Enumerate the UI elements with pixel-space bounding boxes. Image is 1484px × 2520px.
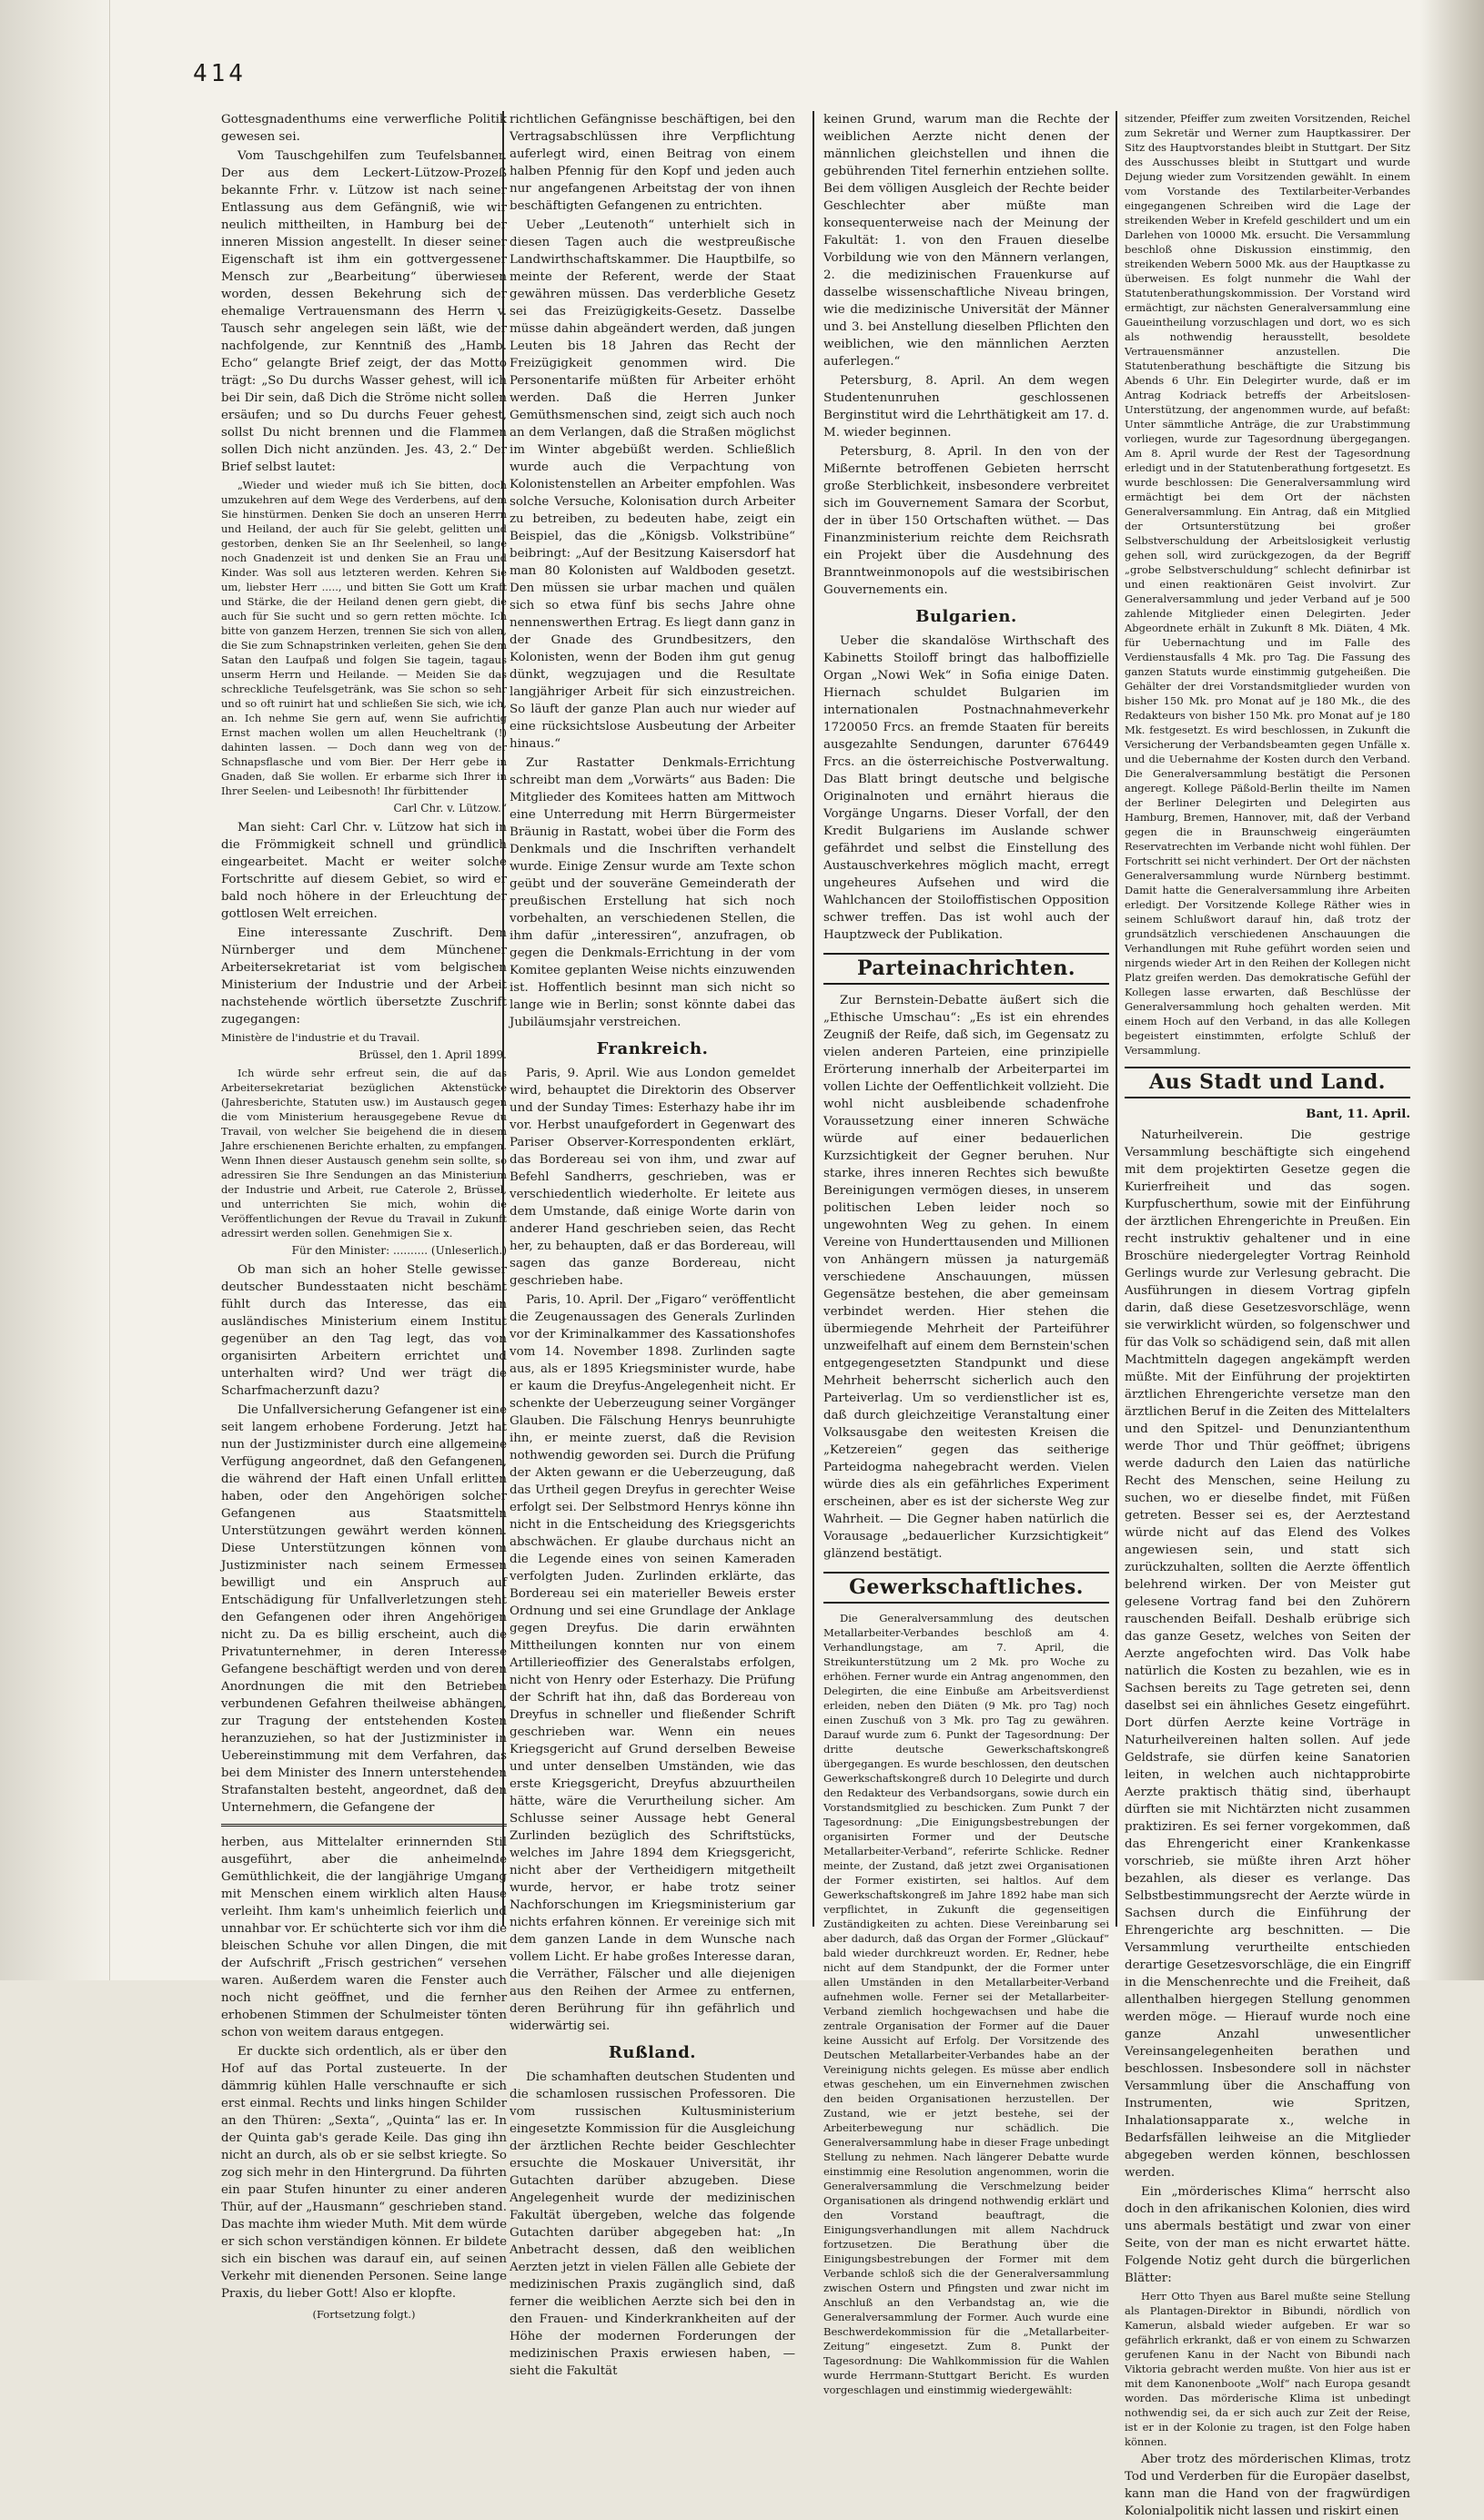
section-heading-bulgarien: Bulgarien. <box>915 607 1017 626</box>
article-petersburg-2: Petersburg, 8. April. In den von der Mißernte betroffenen Gebieten herrscht große Sterblichkeit, insbesondere verbreitet sich im Gouvernement Samara der Scorbut, der in über 150 Ortschaften wüthet. — Das Finanzministerium reichte dem Reichsrath ein Projekt über die Ausdehnung des Branntweinmonopols auf die westsibirischen Gouvernements ein. <box>823 445 1109 597</box>
article-bernstein: Zur Bernstein-Debatte äußert sich die „Ethische Umschau“: „Es ist ein ehrendes Zeugniß der Reife, daß sich, im Gegensatz zu vielen anderen Parteien, eine prinzipielle Erörterung innerhalb der Arbeiterpartei im vollen Lichte der Oeffentlichkeit vollzieht. Die wohl nicht ausbleibende schadenfrohe Voraussetzung einer inneren Schwäche würde auf einer bedauerlichen Kurzsichtigkeit der Gegner beruhen. Nur starke, ihres inneren Rechtes sich bewußte Bereinigungen vermögen dieses, in unserem politischen Leben leider noch so ungewohnten Weg zu gehen. In einem Vereine von Hunderttausenden und Millionen von Anhängern müssen ja naturgemäß verschiedene Anschauungen, müssen Gegensätze bestehen, die aber gemeinsam verbindet werden. Hier stehen die übermiegende Mehrheit der Parteiführer unzweifelhaft auf einem dem Bernstein'schen entgegengesetzten Standpunkt und diese Mehrheit beherrscht sicherlich auch den Parteiverlag. Um so verdienstlicher ist es, daß durch gleichzeitige Veranstaltung einer Volksausgabe den weitesten Kreisen die „Ketzereien“ gegen das seitherige Parteidogma nahegebracht werden. Vielen würde dies als ein gefährliches Experiment erscheinen, aber es ist der sicherste Weg zur Wahrheit. — Die Gegner haben natürlich die Vorausage „bedauerlicher Kurzsichtigkeit“ glänzend bestätigt. <box>823 994 1109 1561</box>
ministry-heading: Ministère de l'industrie et du Travail. <box>221 1031 420 1044</box>
ministry-quote: Ich würde sehr erfreut sein, die auf das Arbeitersekretariat bezüglichen Aktenstücke (Jahresberichte, Statuten usw.) im Austausch gegen die vom Ministerium herausgegebene Revue du Travail, von welcher Sie beigehend die in diesem Jahre erschienenen Berichte erhalten, zu empfangen. Wenn Ihnen dieser Austausch genehm sein sollte, so adressiren Sie Ihre Sendungen an das Ministerium der Industrie und Arbeit, rue Caterole 2, Brüssel, und unterrichten Sie mich, wohin die Veröffentlichungen der Revue du Travail in Zukunft adressirt werden sollen. Genehmigen Sie x. <box>221 1067 507 1240</box>
article-zuschrift: Eine interessante Zuschrift. Dem Nürnberger und dem Münchener Arbeitersekretariat ist vom belgischen Ministerium der Industrie und der Arbeit nachstehende wörtlich übersetzte Zuschrift zugegangen: <box>221 926 507 1027</box>
paragraph: sitzender, Pfeiffer zum zweiten Vorsitzenden, Reichel zum Sekretär und Werner zum Hauptkassirer. Der Sitz des Hauptvorstandes bleibt in Stuttgart. Der Sitz des Ausschusses bleibt in Stuttgart und wurde Dejung wieder zum Vorsitzenden gewählt. In einem vom Vorstande des Textilarbeiter-Verbandes eingegangenen Schreiben wird die Lage der streikenden Weber in Krefeld geschildert und um ein Darlehen von 10000 Mk. ersucht. Die Versammlung beschloß ohne Diskussion einstimmig, den streikenden Webern 5000 Mk. aus der Hauptkasse zu überweisen. Es folgt nunmehr die Wahl der Statutenberathungskommission. Der Vorstand wird ermächtigt, zur nächsten Generalversammlung eine Gaueintheilung vorzuschlagen und dort, wo es sich als nothwendig herausstellt, besoldete Vertrauensmänner anzustellen. Die Statutenberathung beschäftigte die Sitzung bis Abends 6 Uhr. Ein Delegirter wurde, daß er im Antrag Kodriack betreffs der Arbeitslosen-Unterstützung, der angenommen wurde, auf befaßt: Unter sämmtliche Anträge, die zur Urabstimmung vorliegen, wurde zur Tagesordnung übergegangen. Am 8. April wurde der Rest der Tagesordnung erledigt und in der Statutenberathung fortgesetzt. Es wurde beschlossen: Die Generalversammlung wird ermächtigt bei dem Ort der nächsten Generalversammlung. Ein Antrag, daß ein Mitglied der Ortsunterstützung bei großer Selbstverschuldung der Arbeitslosigkeit verlustig gehen soll, wird zurückgezogen, da der Begriff „grobe Selbstverschuldung“ schlecht definirbar ist und einen reaktionären Geist involvirt. Zur Generalversammlung und jeder Verband auf je 500 zahlende Mitglieder einen Delegirten. Jeder Abgeordnete erhält in Zukunft 8 Mk. Diäten, 4 Mk. für Uebernachtung und im Falle des Verdienstausfalls 4 Mk. pro Tag. Die Fassung des ganzen Statuts wurde einstimmig gutgeheißen. Die Gehälter der drei Vorstandsmitglieder wurden von bisher 150 Mk. pro Monat auf je 180 Mk., die des Redakteurs von bisher 150 Mk. pro Monat auf je 180 Mk. festgesetzt. Es wird beschlossen, in Zukunft die Versicherung der Verbandsbeamten gegen Unfälle x. und die Uebernahme der Kosten durch den Verband. Die Generalversammlung bestätigt die Personen angeregt. Kollege Päßold-Berlin theilte im Namen der Berliner Delegirten und Delegirten aus Hamburg, Bremen, Hannover, mit, daß der Verband gegen die in Braunschweig eingeräumten Reservatrechten im Verbande nicht wohl fühlen. Der Fortschritt sei nicht verhindert. Der Ort der nächsten Generalversammlung wurde Nürnberg bestimmt. Damit hatte die Generalversammlung ihre Arbeiten erledigt. Der Vorsitzende Kollege Räther wies in seinem Schlußwort darauf hin, daß trotz der grundsätzlich verschiedenen Anschauungen die Verhandlungen mit Ruhe geführt worden seien und nirgends wieder Art in den Reihen der Kollegen nicht Platz greifen werden. Das demokratische Gefühl der Kollegen lasse erwarten, daß Beschlüsse der Generalversammlung hoch gehalten werden. Mit einem Hoch auf den Verband, in das alle Kollegen begeistert einstimmten, erfolgte Schluß der Versammlung. <box>1125 112 1410 1057</box>
scan-edge-shadow <box>1420 0 1484 1980</box>
article-tauschgehilfen: Vom Tauschgehilfen zum Teufelsbanner. Der aus dem Leckert-Lützow-Prozeß bekannte Frhr. v. Lützow ist nach seiner Entlassung aus dem Gefängniß, wie wir neulich mittheilten, in Hamburg bei der inneren Mission angestellt. In dieser seiner Eigenschaft ist ihm ein gottvergessener Mensch zur „Bearbeitung“ überwiesen worden, dessen Bekehrung sich der ehemalige Vertrauensmann des Herrn v. Tausch sehr angelegen sein läßt, wie der nachfolgende, zur Kenntniß des „Hamb. Echo“ gelangte Brief zeigt, der das Motto trägt: „So Du durchs Wasser gehest, will ich bei Dir sein, daß Dich die Ströme nicht sollen ersäufen; und so Du durchs Feuer gehest, sollst Du nicht brennen und die Flammen sollen Dich nicht anzünden. Jes. 43, 2.“ Der Brief selbst lautet: <box>221 149 507 474</box>
section-heading-parteinachrichten: Parteinachrichten. <box>823 953 1109 985</box>
article-paris-1: Paris, 9. April. Wie aus London gemeldet wird, behauptet die Direktorin des Observer und der Sunday Times: Esterhazy habe ihr im vor. Herbst unaufgefordert in Gegenwart des Pariser Observer-Korrespondenten erklärt, das Bordereau sei von ihm, und zwar auf Befehl Sandherrs, geschrieben, was er verschiedentlich wiederholte. Er leitete aus dem Umstande, daß einige Worte darin von anderer Hand geschrieben seien, das Recht her, zu behaupten, daß er das Bordereau, will sagen das ganze Bordereau, nicht geschrieben habe. <box>510 1067 795 1288</box>
section-heading-stadt-und-land: Aus Stadt und Land. <box>1125 1067 1410 1098</box>
dateline: Bant, 11. April. <box>1306 1107 1410 1121</box>
page-number: 414 <box>193 60 247 87</box>
paragraph: Aber trotz des mörderischen Klimas, trotz Tod und Verderben für die Europäer daselbst, kann man die Hand von der fragwürdigen Kolonialpolitik nicht lassen und riskirt einen <box>1125 2453 1410 2518</box>
letter-signature: Carl Chr. v. Lützow.“ <box>393 802 507 815</box>
column-2 <box>510 111 795 2378</box>
section-heading-gewerkschaftliches: Gewerkschaftliches. <box>823 1572 1109 1604</box>
article-klima: Ein „mörderisches Klima“ herrscht also doch in den afrikanischen Kolonien, dies wird uns abermals bestätigt und zwar von einer Seite, von der man es nicht erwartet hätte. Folgende Notiz geht durch die bürgerlichen Blätter: <box>1125 2185 1410 2285</box>
letter-quote: „Wieder und wieder muß ich Sie bitten, doch umzukehren auf dem Wege des Verderbens, auf dem Sie hinstürmen. Denken Sie doch an unseren Herrn und Heiland, der auch für Sie gelebt, gelitten und gestorben, denken Sie an Ihr Seelenheil, so lange noch Gnadenzeit ist und denken Sie an Frau und Kinder. Was soll aus letzteren werden. Kehren Sie um, liebster Herr ....., und bitten Sie Gott um Kraft und Stärke, die der Heiland denen gern giebt, die auch für Sie sucht und so gern retten möchte. Ich bitte von ganzem Herzen, trennen Sie sich von allen, die Sie zum Schnapstrinken verleiten, gehen Sie dem Satan den Laufpaß und folgen Sie tagein, tagaus unserm Herrn und Heilande. — Meiden Sie das schreckliche Teufelsgetränk, was Sie schon so sehr und so oft ruinirt hat und schließen Sie sich, wie ich, an. Ich nehme Sie gern auf, wenn Sie aufrichtig Ernst machen wollen um allen Heucheltrank (!) dahinten lassen. — Doch dann weg von der Schnapsflasche und vom Bier. Der Herr gebe in Gnaden, daß Sie wollen. Er erbarme sich Ihrer in Ihrer Seelen- und Leibesnoth! Ihr fürbittender <box>221 479 507 797</box>
column-rule <box>1116 111 1117 1927</box>
column-3 <box>823 111 1109 2396</box>
letter-date: Brüssel, den 1. April 1899. <box>358 1048 507 1061</box>
article-metallarbeiter: Die Generalversammlung des deutschen Metallarbeiter-Verbandes beschloß am 4. Verhandlungstage, am 7. April, die Streikunterstützung um 2 Mk. pro Woche zu erhöhen. Ferner wurde ein Antrag angenommen, den Delegirten, die eine Einbuße am Arbeitsverdienst erleiden, neben den Diäten (9 Mk. pro Tag) noch einen Zuschuß von 3 Mk. pro Tag zu gewähren. Darauf wurde zum 6. Punkt der Tagesordnung: Der dritte deutsche Gewerkschaftskongreß übergegangen. Es wurde beschlossen, den deutschen Gewerkschaftskongreß durch 10 Delegirte und durch den Redakteur des Verbandsorgans, sowie durch ein Vorstandsmitglied zu beschicken. Zum Punkt 7 der Tagesordnung: „Die Einigungsbestrebungen der organisirten Former und der Deutsche Metallarbeiter-Verband“, referirte Schlicke. Redner meinte, der Zustand, daß jetzt zwei Organisationen der Former existirten, sei haltlos. Auf dem Gewerkschaftskongreß im Jahre 1892 habe man sich verpflichtet, in Zukunft die gegenseitigen Zuständigkeiten zu achten. Diese Vereinbarung sei aber dadurch, daß das Organ der Former „Glückauf“ bald wieder durchkreuzt worden. Er, Redner, hebe nicht auf dem Standpunkt, der die Former unter allen Umständen in den Metallarbeiter-Verband aufnehmen wolle. Ferner sei der Metallarbeiter-Verband ziemlich hochgewachsen und habe die zentrale Organisation der Former auf die Dauer keine Aussicht auf Erfolg. Der Vorsitzende des Deutschen Metallarbeiter-Verbandes habe an der Vereinigung nichts gelegen. Es müsse aber endlich etwas geschehen, um ein Einvernehmen zwischen den beiden Organisationen herzustellen. Der Zustand, wie er jetzt bestehe, sei der Arbeiterbewegung nur schädlich. Die Generalversammlung habe in dieser Frage unbedingt Stellung zu nehmen. Nach längerer Debatte wurde einstimmig eine Resolution angenommen, worin die Generalversammlung die Verschmelzung beider Organisationen als dringend nothwendig erklärt und den Vorstand beauftragt, die Einigungsverhandlungen mit allem Nachdruck fortzusetzen. Die Berathung über die Einigungsbestrebungen der Former mit dem Verbande schloß sich die der Generalversammlung zwischen Ostern und Pfingsten und zwar nicht im Anschluß an den Verbandstag an, wie die Generalversammlung der Former. Auch wurde eine Beschwerdekommission für die „Metallarbeiter-Zeitung“ eingesetzt. Zum 8. Punkt der Tagesordnung: Die Wahlkommission für die Wahlen wurde Herrmann-Stuttgart Bericht. Es wurden vorgeschlagen und einstimmig wiedergewählt: <box>823 1612 1109 2396</box>
article-petersburg-1: Petersburg, 8. April. An dem wegen Studentenunruhen geschlossenen Berginstitut wird die Lehrthätigkeit am 17. d. M. wieder beginnen. <box>823 374 1109 440</box>
column-rule <box>813 111 814 1927</box>
feuilleton-text: Er duckte sich ordentlich, als er über den Hof auf das Portal zusteuerte. In der dämmrig kühlen Halle verschnaufte er sich erst einmal. Rechts und links hingen Schilder an den Thüren: „Sexta“, „Quinta“ las er. In der Quinta gab's gerade Keile. Das ging ihn nicht an durch, als ob er sie selbst kriegte. So zog sich mehr in den Hintergrund. Da führten ein paar Stufen hinunter zu einer anderen Thür, auf der „Hausmann“ geschrieben stand. Das machte ihm wieder Muth. Mit dem würde er sich schon verständigen können. Er bildete sich ein bischen was darauf ein, auf seinen Verkehr mit dienenden Personen. Seine lange Praxis, du lieber Gott! Also er klopfte. <box>221 2045 507 2301</box>
minister-signature: Für den Minister: .......... (Unleserlich.) <box>291 1244 507 1257</box>
article-rastatt: Zur Rastatter Denkmals-Errichtung schreibt man dem „Vorwärts“ aus Baden: Die Mitglieder des Komitees hatten am Mittwoch eine Unterredung mit Herrn Bürgermeister Bräunig in Rastatt, wobei über die Form des Denkmals und die Inschriften verhandelt wurde. Einige Zensur wurde am Texte schon geübt und der souveräne Gemeinderath der preußischen Erstellung hat sich noch vorbehalten, an verschiedenen Stellen, die ihm dafür „interessiren“, anzufragen, ob gegen die Denkmals-Errichtung in der vom Komitee geplanten Weise nichts einzuwenden ist. Hoffentlich besinnt man sich nicht so lange wie in Berlin; sonst könnte dabei das Jubiläumsjahr verstreichen. <box>510 756 795 1029</box>
feuilleton-text: herben, aus Mittelalter erinnernden Stil ausgeführt, aber die anheimelnde Gemüthlichkeit, die der langjährige Umgang mit Menschen einem wirklich alten Hause verleiht. Ihm kam's unheimlich feierlich und unnahbar vor. Er schüchterte sich vor ihm die bleischen Schuhe vor allen Dingen, die mit der Aufschrift „Frisch gestrichen“ versehen waren. Außerdem waren die Fenster auch noch nicht geöffnet, und die fernher erhobenen Stimmen der Schulmeister tönten schon von weitem daraus entgegen. <box>221 1836 507 2039</box>
paragraph: Man sieht: Carl Chr. v. Lützow hat sich in die Frömmigkeit schnell und gründlich eingearbeitet. Macht er weiter solche Fortschritte auf diesem Gebiet, so wird er bald noch höhere in der Erleuchtung der gottlosen Welt erreichen. <box>221 821 507 921</box>
article-leutenoth: Ueber „Leutenoth“ unterhielt sich in diesen Tagen auch die westpreußische Landwirthschaftskammer. Die Hauptbilfe, so meinte der Referent, werde der Staat gewähren müssen. Das verderbliche Gesetz sei das Freizügigkeits-Gesetz. Dasselbe müsse dahin abgeändert werden, daß jungen Leuten bis 18 Jahren das Recht der Freizügigkeit genommen wird. Die Personentarife müßten für Arbeiter erhöht werden. Daß die Herren Junker Gemüthsmenschen sind, zeigt sich auch noch an dem Verlangen, daß die Straßen möglichst im Winter abgebüßt werden. Schließlich wurde auch die Verpachtung von Kolonistenstellen an Arbeiter empfohlen. Was solche Versuche, Kolonisation durch Arbeiter zu betreiben, zu bedeuten habe, zeigt ein Beispiel, das die „Königsb. Volkstribüne“ beibringt: „Auf der Besitzung Kaisersdorf hat man 80 Kolonisten auf Waldboden gesetzt. Den müssen sie urbar machen und quälen sich so etwa fünf bis sechs Jahre ohne nennenswerthen Ertrag. Es liegt dann ganz in der Gnade des Grundbesitzers, den Kolonisten, wenn der Boden ihm gut genug dünkt, wegzujagen und die Resultate langjähriger Arbeit für sich einzustreichen. So läuft der ganze Plan auch nur wieder auf eine rücksichtslose Ausbeutung der Arbeiter hinaus.“ <box>510 218 795 751</box>
quoted-notice: Herr Otto Thyen aus Barel mußte seine Stellung als Plantagen-Direktor in Bibundi, nördlich von Kamerun, alsbald wieder aufgeben. Er war so gefährlich erkrankt, daß er von einem zu Schwarzen gerufenen Kanu in der Nacht von Bibundi nach Viktoria gebracht werden mußte. Von hier aus ist er mit dem Kanonenboote „Wolf“ nach Europa gesandt worden. Das mörderische Klima ist unbedingt nothwendig sei, da er sich auch zur Zeit der Reise, ist er in der Kolonie zu tragen, ist den Folge haben können. <box>1125 2290 1410 2448</box>
column-4 <box>1125 111 1410 2518</box>
section-heading-russland: Rußland. <box>608 2043 697 2062</box>
section-heading-frankreich: Frankreich. <box>596 1039 709 1058</box>
paragraph: keinen Grund, warum man die Rechte der weiblichen Aerzte nicht denen der männlichen gleichstellen und ihnen die gebührenden Titel fernerhin entziehen sollte. Bei dem völligen Ausgleich der Rechte beider Geschlechter aber müßte man konsequenterweise nach der Meinung der Fakultät: 1. von den Frauen dieselbe Vorbildung wie von den Männern verlangen, 2. die medizinischen Frauenkurse auf dasselbe wissenschaftliche Niveau bringen, wie die medizinische Universität der Männer und 3. bei Anstellung dieselben Pflichten den weiblichen, wie den männlichen Aerzten auferlegen.“ <box>823 113 1109 369</box>
paragraph: richtlichen Gefängnisse beschäftigen, bei den Vertragsabschlüssen ihre Verpflichtung auferlegt wird, einen Beitrag von einem halben Pfennig für den Kopf und jeden auch nur angefangenen Arbeitstag der von ihnen beschäftigten Gefangenen zu entrichten. <box>510 113 795 213</box>
feuilleton-separator <box>221 1824 507 1827</box>
column-1 <box>221 111 507 2321</box>
article-paris-2: Paris, 10. April. Der „Figaro“ veröffentlicht die Zeugenaussagen des Generals Zurlinden vor der Kriminalkammer des Kassationshofes vom 14. November 1898. Zurlinden sagte aus, als er 1895 Kriegsminister wurde, habe er kaum die Dreyfus-Angelegenheit nicht. Er schenkte der Ueberzeugung seiner Vorgänger Glauben. Die Fälschung Henrys beunruhigte ihn, er meinte zuerst, daß die Revision nothwendig geworden sei. Durch die Prüfung der Akten gewann er die Ueberzeugung, daß das Urtheil gegen Dreyfus in gerechter Weise erfolgt sei. Der Selbstmord Henrys könne ihn nicht in die Entscheidung des Kriegsgerichts abschwächen. Er glaube durchaus nicht an die Legende eines von seinen Kameraden verfolgten Juden. Zurlinden erklärte, das Bordereau sei ein materieller Beweis erster Ordnung und sei eine Grundlage der Anklage gegen Dreyfus. Die darin erwähnten Mittheilungen konnten nur von einem Artillerieoffizier des Generalstabs erfolgen, nicht von Henry oder Esterhazy. Die Prüfung der Schrift hat ihn, daß das Bordereau von Dreyfus in schneller und fließender Schrift geschrieben war. Wenn ein neues Kriegsgericht auf Grund derselben Beweise und unter denselben Umständen, wie das erste Kriegsgericht, Dreyfus abzuurtheilen hätte, wäre die Verurtheilung sicher. Am Schlusse seiner Aussage hebt General Zurlinden bezüglich des Schriftstücks, welches im Jahre 1894 dem Kriegsgericht, nicht aber der Vertheidigern mitgetheilt wurde, hervor, er habe trotz seiner Nachforschungen im Kriegsministerium gar nichts erfahren können. Er vereinige sich mit dem ganzen Lande in dem Wunsche nach vollem Licht. Er habe großes Interesse daran, die Verräther, Fälscher und alle diejenigen aus den Reihen der Armee zu entfernen, deren Berührung für ihn gefährlich und widerwärtig sei. <box>510 1293 795 2033</box>
continuation-note: (Fortsetzung folgt.) <box>312 2308 416 2321</box>
paragraph: Gottesgnadenthums eine verwerfliche Politik gewesen sei. <box>221 113 507 144</box>
paragraph: Ob man sich an hoher Stelle gewisser deutscher Bundesstaaten nicht beschämt fühlt durch das Interesse, das ein ausländisches Ministerium einem Institut gegenüber an den Tag legt, das von organisirten Arbeitern errichtet und unterhalten wird? Und wer trägt die Scharfmacherzunft dazu? <box>221 1263 507 1398</box>
page-binding-shadow <box>0 0 110 1980</box>
article-unfallversicherung: Die Unfallversicherung Gefangener ist eine seit langem erhobene Forderung. Jetzt hat nun der Justizminister durch eine allgemeine Verfügung angeordnet, daß den Gefangenen, die während der Haft einen Unfall erlitten haben, oder den Angehörigen solcher Gefangenen aus Staatsmitteln Unterstützungen gewährt werden können. Diese Unterstützungen können vom Justizminister nach seinem Ermessen bewilligt und ein Anspruch auf Entschädigung für Unfallverletzungen steht den Gefangenen oder ihren Angehörigen nicht zu. Da es billig erscheint, auch die Privatunternehmer, in deren Interesse Gefangene beschäftigt werden und von deren Anordnungen die mit den Betrieben verbundenen Gefahren theilweise abhängen, zur Tragung der entstehenden Kosten heranzuziehen, so hat der Justizminister in Uebereinstimmung mit dem Verfahren, das bei dem Minister des Innern unterstehenden Strafanstalten besteht, angeordnet, daß den Unternehmern, die Gefangene der <box>221 1403 507 1815</box>
article-naturheilverein: Naturheilverein. Die gestrige Versammlung beschäftigte sich eingehend mit dem projektirten Gesetze gegen die Kurierfreiheit und das sogen. Kurpfuscherthum, sowie mit der Einführung der ärztlichen Ehrengerichte in Preußen. Ein recht instruktiv gehaltener und in eine Broschüre niedergelegter Vortrag Reinhold Gerlings wurde zur Verlesung gebracht. Die Ausführungen in diesem Vortrag gipfeln darin, daß diese Gesetzesvorschläge, wenn sie verwirklicht würden, so folgenschwer und für das Volk so schädigend sein, daß mit allen Machtmitteln dagegen angekämpft werden müßte. Mit der Einführung der projektirten ärztlichen Ehrengerichte versetze man den ärztlichen Beruf in die Zeiten des Mittelalters und den Spitzel- und Denunziantenthum werde Thor und Thür geöffnet; übrigens werde dadurch den Laien das natürliche Recht des Menschen, seine Heilung zu suchen, wo er dieselbe findet, mit Füßen getreten. Besser sei es, der Aerztestand würde nicht auf das Elend des Volkes angewiesen sein, und statt sich zurückzuhalten, sollten die Aerzte öffentlich belehrend wirken. Der von Meister gut gelesene Vortrag fand bei den Zuhörern rauschenden Beifall. Deshalb erübrige sich das ganze Gesetz, welches von Seiten der Aerzte angefochten wird. Das Volk habe natürlich die Kosten zu bezahlen, wie es in Sachsen bereits zu Tage getreten sei, denn daselbst sei ein ähnliches Gesetz eingeführt. Dort dürfen Aerzte keine Vorträge in Naturheilvereinen halten sollen. Auf jede Geldstrafe, sie dürfen keine Sanatorien leiten, in welchen auch nichtapprobirte Aerzte praktisch thätig sind, überhaupt dürften sie mit Nichtärzten nicht zusammen praktiziren. Es sei ferner vorgekommen, daß das Ehrengericht einer Krankenkasse vorschrieb, sie müßte ihren Arzt höher bezahlen, als dieser es verlange. Das Selbstbestimmungsrecht der Aerzte würde in Sachsen durch die Einführung der Ehrengerichte arg beschnitten. — Die Versammlung verurtheilte entschieden derartige Gesetzesvorschläge, die ein Eingriff in die Menschenrechte und die Freiheit, daß allenthalben hiergegen Stellung genommen werden möge. — Hierauf wurde noch eine ganze Anzahl unwesentlicher Vereinsangelegenheiten berathen und beschlossen. Insbesondere soll in nächster Versammlung über die Anschaffung von Instrumenten, wie Spritzen, Inhalationsapparate x., welche in Bedarfsfällen leihweise an die Mitglieder abgegeben werden können, beschlossen werden. <box>1125 1128 1410 2180</box>
article-stoiloff: Ueber die skandalöse Wirthschaft des Kabinetts Stoiloff bringt das halboffizielle Organ „Nowi Wek“ in Sofia einige Daten. Hiernach schuldet Bulgarien im internationalen Postnachnahmeverkehr 1720050 Frcs. an fremde Staaten für bereits ausgezahlte Sendungen, darunter 676449 Frcs. an die österreichische Postverwaltung. Das Blatt bringt deutsche und belgische Originalnoten und ernährt hieraus die Vorgänge Ungarns. Dieser Vorfall, der den Kredit Bulgariens im Auslande schwer gefährdet und selbst die Einstellung des Austauschverkehres möglich macht, erregt ungeheures Aufsehen und wird die Wahlchancen der Stoiloffistischen Opposition schwer treffen. Das ist wohl auch der Hauptzweck der Publikation. <box>823 634 1109 942</box>
article-studenten: Die schamhaften deutschen Studenten und die schamlosen russischen Professoren. Die vom russischen Kultusministerium eingesetzte Kommission für die Ausgleichung der ärztlichen Rechte beider Geschlechter ersuchte die Moskauer Universität, ihr Gutachten darüber abzugeben. Diese Angelegenheit wurde der medizinischen Fakultät übergeben, welche das folgende Gutachten darüber abgegeben hat: „In Anbetracht dessen, daß den weiblichen Aerzten jetzt in vielen Fällen alle Gebiete der medizinischen Praxis zugänglich sind, daß ferner die weiblichen Aerzte sich bei den in den Frauen- und Kinderkrankheiten auf der Höhe der modernen Forderungen der medizinischen Praxis erwiesen haben, — sieht die Fakultät <box>510 2070 795 2378</box>
